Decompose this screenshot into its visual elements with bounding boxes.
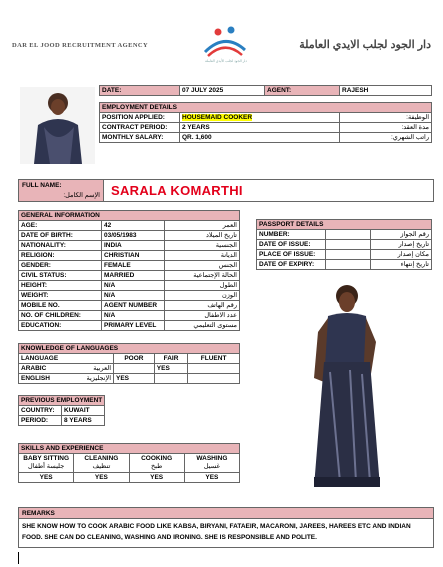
employment-table — [99, 85, 432, 143]
date-value: 07 JULY 2025 — [180, 86, 265, 96]
previous-employment-table — [18, 395, 105, 426]
general-row — [19, 291, 240, 301]
general-label-ar: مستوى التعليمي — [165, 321, 240, 331]
general-value: N/A — [102, 291, 165, 301]
language-row — [19, 364, 240, 374]
salary-label: MONTHLY SALARY: — [100, 133, 180, 143]
agent-value: RAJESH — [340, 86, 432, 96]
general-info-title: GENERAL INFORMATION — [19, 211, 240, 221]
general-value: INDIA — [102, 241, 165, 251]
general-label: CIVIL STATUS: — [19, 271, 102, 281]
lang-header-poor: POOR — [114, 354, 155, 364]
general-label: RELIGION: — [19, 251, 102, 261]
salary-label-ar: راتب الشهري: — [340, 133, 432, 143]
remarks-box — [18, 507, 434, 548]
general-label: NO. OF CHILDREN: — [19, 311, 102, 321]
general-label: AGE: — [19, 221, 102, 231]
general-row — [19, 221, 240, 231]
general-row — [19, 321, 240, 331]
agency-logo — [200, 22, 250, 62]
skill-name-ar: طبخ — [150, 463, 163, 470]
employment-row — [100, 133, 432, 143]
general-row — [19, 241, 240, 251]
passport-table — [256, 219, 432, 270]
language-fair — [154, 374, 187, 384]
previous-label: PERIOD: — [19, 416, 62, 426]
language-row — [19, 374, 240, 384]
general-value: N/A — [102, 311, 165, 321]
skill-name-ar: غسيل — [203, 463, 220, 470]
general-row — [19, 311, 240, 321]
general-label-ar: رقم الهاتف — [165, 301, 240, 311]
general-label-ar: تاريخ الميلاد — [165, 231, 240, 241]
passport-row — [257, 260, 432, 270]
position-value: HOUSEMAID COOKER — [182, 114, 253, 121]
general-label: GENDER: — [19, 261, 102, 271]
previous-label: COUNTRY: — [19, 406, 62, 416]
contract-label: CONTRACT PERIOD: — [100, 123, 180, 133]
language-name-ar: الإنجليزية — [86, 375, 111, 382]
passport-value — [326, 260, 371, 270]
agency-name-en: DAR EL JOOD RECRUITMENT AGENCY — [12, 42, 149, 49]
passport-label: NUMBER: — [257, 230, 326, 240]
position-label: POSITION APPLIED: — [100, 113, 180, 123]
employment-row — [100, 113, 432, 123]
general-label-ar: عدد الاطفال — [165, 311, 240, 321]
employment-title: EMPLOYMENT DETAILS — [100, 103, 432, 113]
passport-row — [257, 240, 432, 250]
general-value: CHRISTIAN — [102, 251, 165, 261]
general-label: NATIONALITY: — [19, 241, 102, 251]
agency-name-ar: دار الجود لجلب الايدي العاملة — [299, 39, 431, 51]
remarks-title: REMARKS — [19, 508, 433, 519]
language-name-ar: العربية — [93, 365, 111, 372]
skills-table — [18, 443, 240, 483]
skill-name: COOKING — [141, 455, 173, 462]
general-value: PRIMARY LEVEL — [102, 321, 165, 331]
remarks-text: SHE KNOW HOW TO COOK ARABIC FOOD LIKE KABSA, BIRYANI, FATAEIR, MACARONI, JAREES, HAREES ETC AND INDIAN FOOD. SHE CAN DO CLEANING, WASHING AND IRONING. SHE IS RESPONSIBLE AND POLITE. — [22, 523, 411, 541]
passport-label: DATE OF EXPIRY: — [257, 260, 326, 270]
full-name-label-ar: الإسم الكامل: — [63, 192, 100, 199]
general-label: EDUCATION: — [19, 321, 102, 331]
language-name: ARABIC — [21, 365, 47, 372]
lang-header-fair: FAIR — [154, 354, 187, 364]
general-label: DATE OF BIRTH: — [19, 231, 102, 241]
language-fluent — [188, 364, 240, 374]
contract-label-ar: مدة العقد: — [340, 123, 432, 133]
passport-label: PLACE OF ISSUE: — [257, 250, 326, 260]
passport-row — [257, 230, 432, 240]
passport-value — [326, 230, 371, 240]
salary-value: QR. 1,600 — [180, 133, 340, 143]
general-row — [19, 251, 240, 261]
general-label-ar: العمر — [165, 221, 240, 231]
general-value: N/A — [102, 281, 165, 291]
passport-label: DATE OF ISSUE: — [257, 240, 326, 250]
general-label: HEIGHT: — [19, 281, 102, 291]
general-row — [19, 231, 240, 241]
skill-header — [19, 454, 74, 473]
passport-value — [326, 250, 371, 260]
language-poor — [114, 364, 155, 374]
language-name: ENGLISH — [21, 375, 50, 382]
previous-row — [19, 416, 105, 426]
skill-value: YES — [19, 473, 74, 483]
general-label: MOBILE NO. — [19, 301, 102, 311]
skill-value: YES — [129, 473, 184, 483]
skill-value: YES — [74, 473, 129, 483]
skill-header — [184, 454, 239, 473]
passport-label-ar: تاريخ إنتهاء — [371, 260, 432, 270]
passport-row — [257, 250, 432, 260]
languages-table — [18, 343, 240, 384]
full-name-value: SARALA KOMARTHI — [111, 183, 243, 198]
full-name-label-en: FULL NAME: — [22, 182, 62, 189]
language-poor: YES — [114, 374, 155, 384]
general-label-ar: الجنس — [165, 261, 240, 271]
general-label-ar: الطول — [165, 281, 240, 291]
general-label: WEIGHT: — [19, 291, 102, 301]
skill-name: WASHING — [196, 455, 228, 462]
general-row — [19, 281, 240, 291]
passport-value — [326, 240, 371, 250]
previous-row — [19, 406, 105, 416]
passport-title: PASSPORT DETAILS — [257, 220, 432, 230]
passport-label-ar: رقم الجواز — [371, 230, 432, 240]
languages-title: KNOWLEDGE OF LANGUAGES — [19, 344, 240, 354]
skill-name: CLEANING — [84, 455, 119, 462]
employment-row — [100, 123, 432, 133]
logo-caption: دار الجود لجلب الأيدي العاملة — [205, 59, 247, 63]
lang-header-fluent: FLUENT — [188, 354, 240, 364]
general-label-ar: الوزن — [165, 291, 240, 301]
text-cursor — [18, 552, 19, 564]
candidate-photo-small — [20, 87, 95, 164]
candidate-photo-full — [300, 282, 392, 492]
previous-value: KUWAIT — [62, 406, 105, 416]
full-name-box — [18, 179, 434, 202]
skill-value: YES — [184, 473, 239, 483]
skill-name-ar: جليسة أطفال — [28, 463, 65, 470]
skill-name: BABY SITTING — [23, 455, 69, 462]
contract-value: 2 YEARS — [180, 123, 340, 133]
general-label-ar: الديانة — [165, 251, 240, 261]
general-value: MARRIED — [102, 271, 165, 281]
date-label: DATE: — [100, 86, 180, 96]
language-fair: YES — [154, 364, 187, 374]
lang-header-language: LANGUAGE — [19, 354, 114, 364]
passport-label-ar: مكان إصدار — [371, 250, 432, 260]
general-row — [19, 301, 240, 311]
skill-name-ar: تنظيف — [92, 463, 111, 470]
skills-title: SKILLS AND EXPERIENCE — [19, 444, 240, 454]
skill-header — [129, 454, 184, 473]
position-label-ar: الوظيفة: — [340, 113, 432, 123]
general-value: 42 — [102, 221, 165, 231]
previous-value: 8 YEARS — [62, 416, 105, 426]
general-info-table — [18, 210, 240, 331]
agent-label: AGENT: — [265, 86, 340, 96]
general-row — [19, 271, 240, 281]
general-value: FEMALE — [102, 261, 165, 271]
previous-employment-title: PREVIOUS EMPLOYMENT — [19, 396, 105, 406]
general-value: AGENT NUMBER — [102, 301, 165, 311]
language-fluent — [188, 374, 240, 384]
general-row — [19, 261, 240, 271]
general-label-ar: الجنسية — [165, 241, 240, 251]
full-name-label — [19, 180, 104, 201]
general-value: 03/05/1983 — [102, 231, 165, 241]
general-label-ar: الحالة الإجتماعية — [165, 271, 240, 281]
passport-label-ar: تاريخ إصدار — [371, 240, 432, 250]
skill-header — [74, 454, 129, 473]
